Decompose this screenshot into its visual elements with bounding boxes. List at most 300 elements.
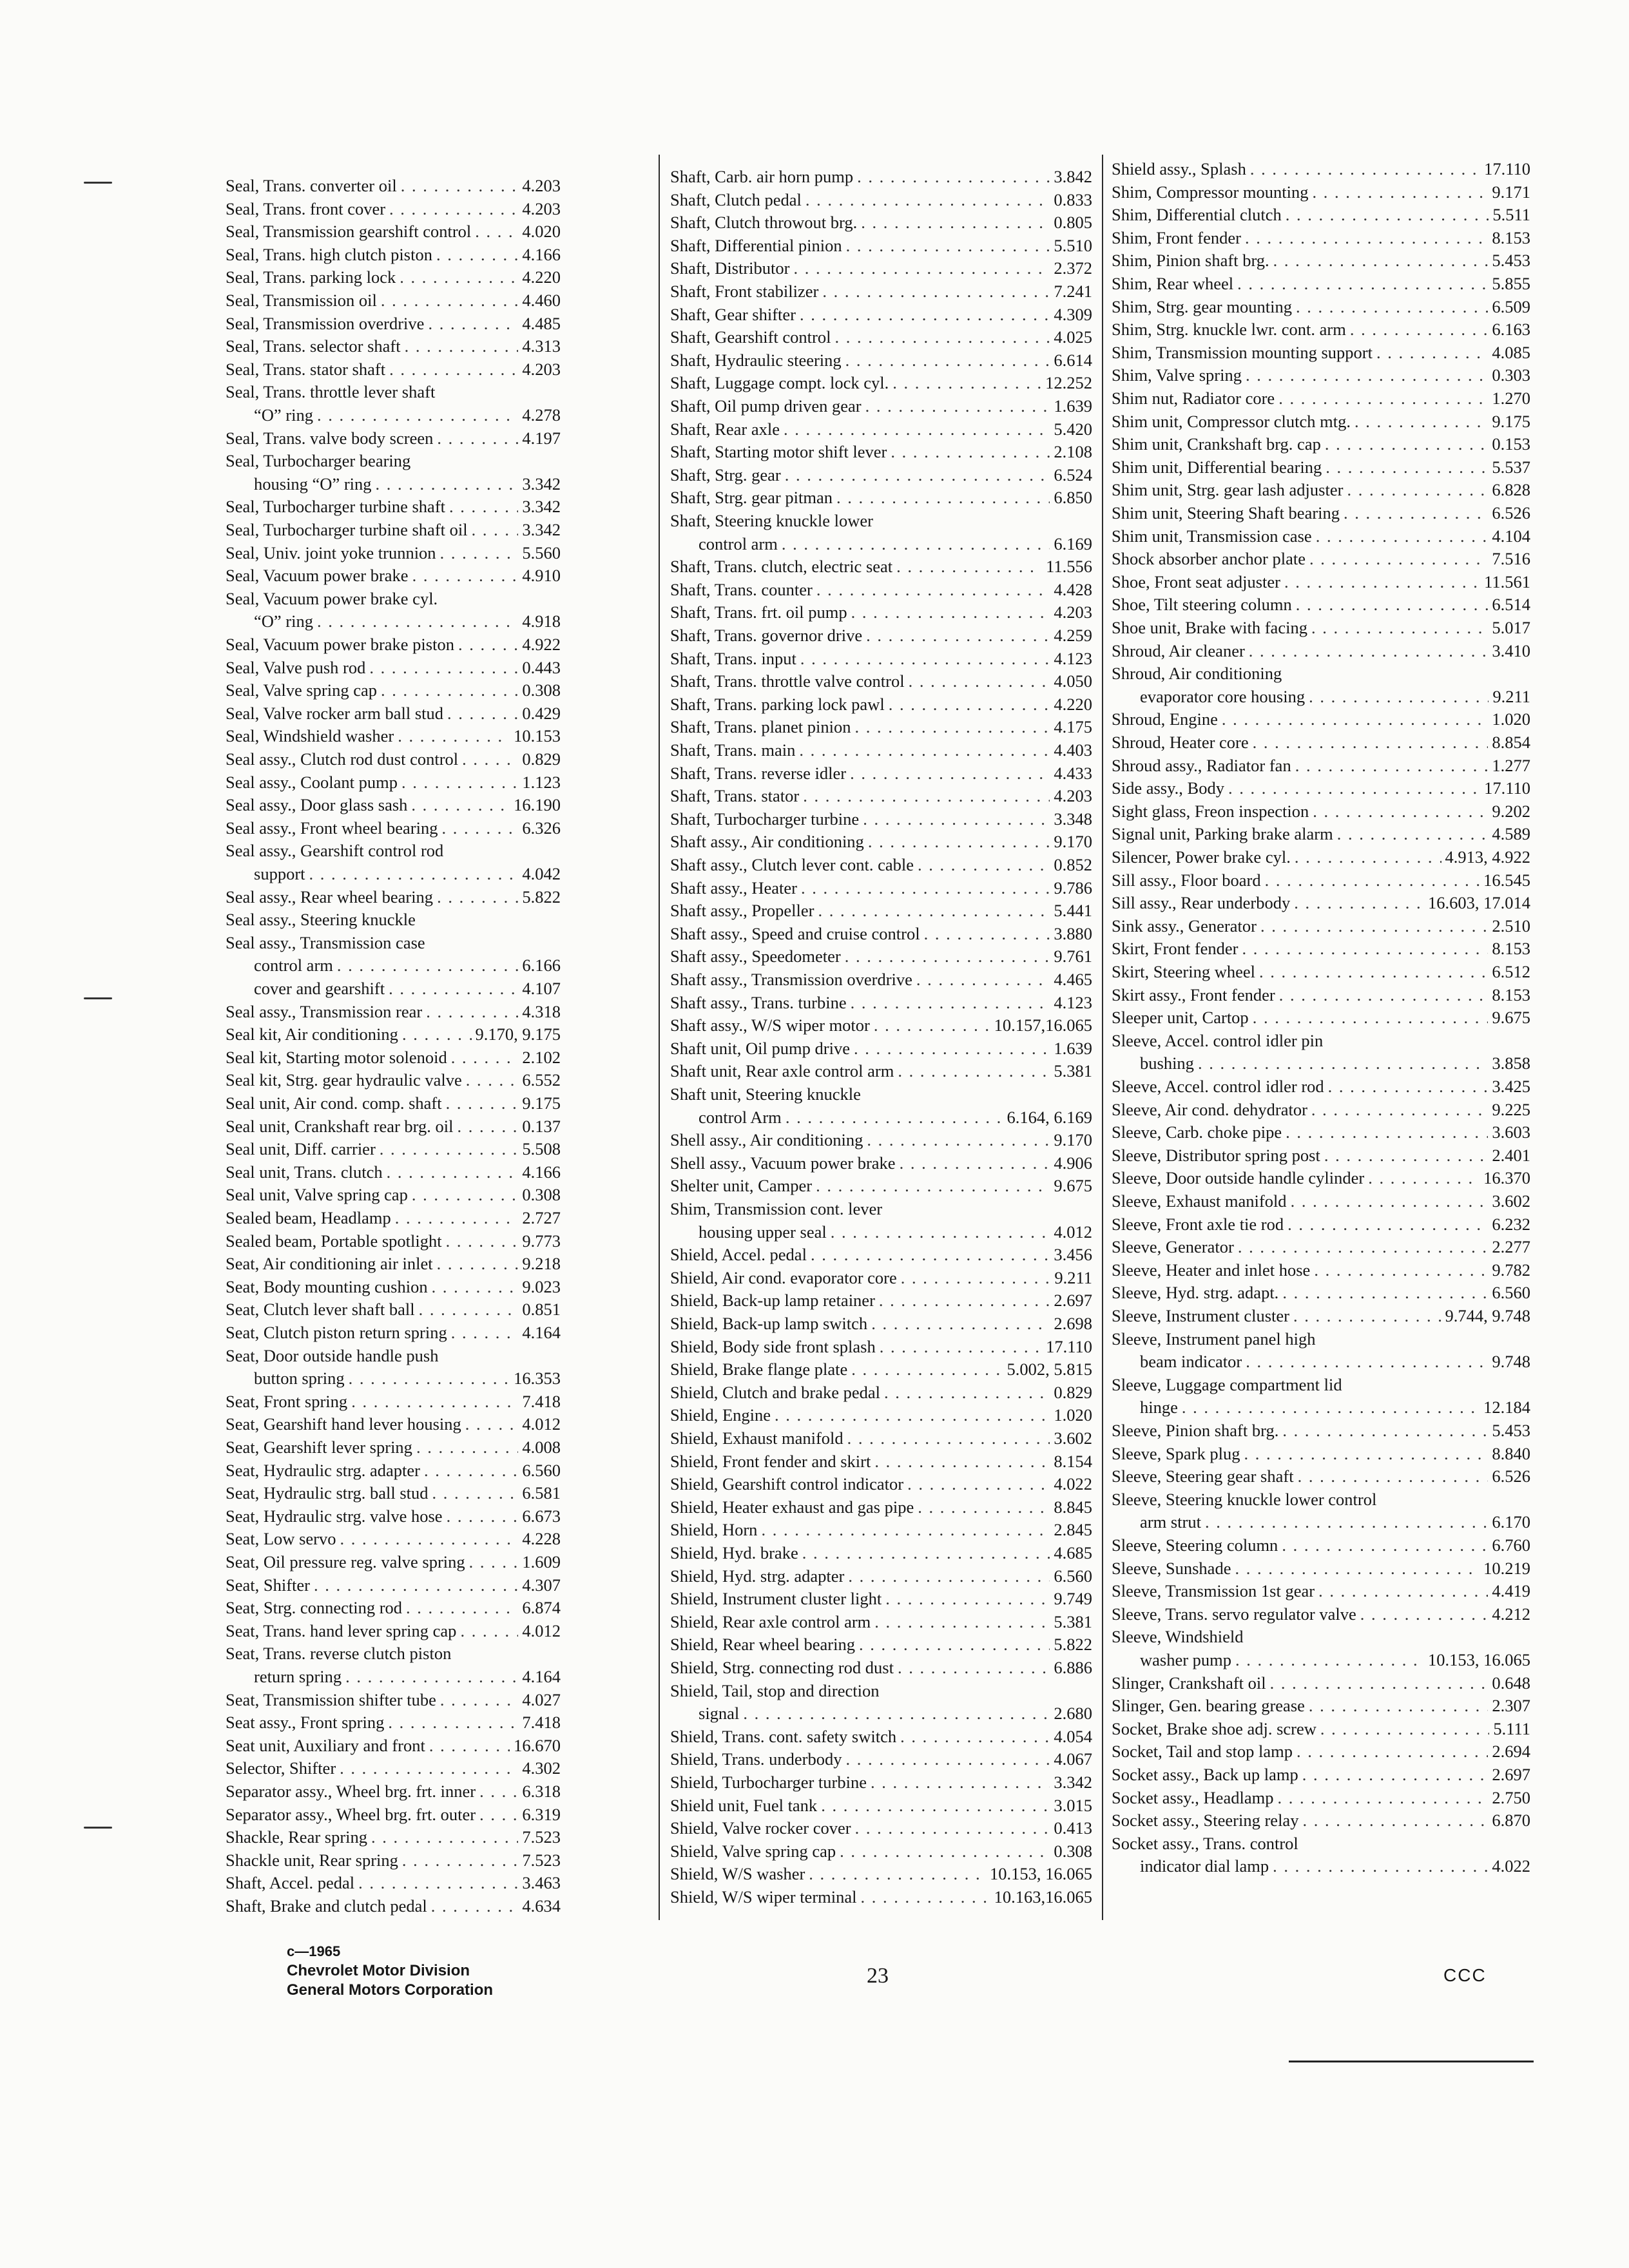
leader-dots bbox=[785, 463, 1050, 486]
page-number: 23 bbox=[867, 1964, 889, 1988]
leader-dots bbox=[801, 876, 1050, 899]
entry-label: Shim, Strg. gear mounting bbox=[1112, 296, 1292, 316]
index-entry bbox=[670, 1014, 1092, 1037]
entry-label: Shim, Pinion shaft brg. bbox=[1112, 251, 1269, 271]
entry-label: arm strut bbox=[1140, 1512, 1201, 1532]
entry-reference-number: 6.673 bbox=[522, 1506, 561, 1526]
entry-reference-number: 4.012 bbox=[522, 1620, 561, 1640]
leader-dots bbox=[349, 1367, 510, 1390]
footer-imprint bbox=[287, 1942, 493, 2000]
index-entry bbox=[670, 211, 1092, 234]
entry-label: Shaft, Trans. input bbox=[670, 648, 796, 668]
entry-reference-number: 0.851 bbox=[522, 1300, 561, 1320]
entry-label: Shaft, Trans. counter bbox=[670, 579, 813, 599]
entry-reference-number: 1.270 bbox=[1492, 389, 1530, 408]
index-entry bbox=[1112, 180, 1530, 204]
index-entry bbox=[1112, 1235, 1530, 1258]
entry-label: Shaft, Hydraulic steering bbox=[670, 350, 842, 370]
column-divider-2 bbox=[1102, 155, 1103, 1920]
leader-dots bbox=[387, 1160, 519, 1184]
entry-label: Sleeve, Instrument cluster bbox=[1112, 1306, 1289, 1325]
leader-dots bbox=[1302, 1763, 1489, 1786]
entry-label: Sleeve, Door outside handle cylinder bbox=[1112, 1168, 1365, 1188]
leader-dots bbox=[398, 724, 510, 747]
leader-dots bbox=[1294, 891, 1424, 914]
leader-dots bbox=[1360, 1602, 1489, 1626]
entry-label: Shell assy., Air conditioning bbox=[670, 1130, 863, 1150]
entry-reference-number: 4.085 bbox=[1492, 342, 1530, 362]
entry-reference-number: 3.342 bbox=[1054, 1773, 1092, 1792]
entry-label: Shaft unit, Rear axle control arm bbox=[670, 1061, 894, 1081]
entry-label: Shaft assy., Propeller bbox=[670, 901, 815, 921]
leader-dots bbox=[358, 1871, 518, 1894]
index-entry bbox=[1112, 754, 1530, 777]
entry-reference-number: 16.370 bbox=[1483, 1168, 1530, 1188]
entry-label: Sleeve, Air cond. dehydrator bbox=[1112, 1099, 1307, 1119]
bottom-rule bbox=[1289, 2061, 1534, 2062]
entry-reference-number: 6.850 bbox=[1054, 488, 1092, 508]
entry-label: Shaft, Front stabilizer bbox=[670, 282, 819, 301]
entry-label: Shoe unit, Brake with facing bbox=[1112, 618, 1307, 637]
index-entry bbox=[226, 1459, 561, 1482]
index-entry bbox=[226, 1344, 561, 1367]
leader-dots bbox=[794, 256, 1050, 280]
entry-label: Shield unit, Fuel tank bbox=[670, 1795, 818, 1815]
entry-label: Socket assy., Steering relay bbox=[1112, 1811, 1299, 1831]
leader-dots bbox=[1182, 1396, 1480, 1419]
entry-label: Skirt assy., Front fender bbox=[1112, 985, 1275, 1004]
index-entry bbox=[226, 931, 561, 954]
index-entry bbox=[670, 1266, 1092, 1289]
entry-label: Shield, W/S washer bbox=[670, 1864, 805, 1884]
index-entry bbox=[226, 977, 561, 1000]
entry-label: control Arm bbox=[699, 1107, 782, 1127]
leader-dots bbox=[1347, 478, 1488, 501]
index-entry bbox=[670, 922, 1092, 945]
entry-label: Shield, Back-up lamp switch bbox=[670, 1314, 868, 1333]
entry-label: Shield, Front fender and skirt bbox=[670, 1451, 871, 1471]
entry-reference-number: 4.318 bbox=[522, 1001, 561, 1021]
index-entry bbox=[226, 472, 561, 495]
entry-reference-number: 5.111 bbox=[1493, 1718, 1530, 1738]
entry-reference-number: 9.171 bbox=[1492, 182, 1530, 202]
entry-reference-number: 6.509 bbox=[1492, 296, 1530, 316]
leader-dots bbox=[871, 1771, 1050, 1794]
index-entry bbox=[670, 738, 1092, 762]
index-entry bbox=[226, 1481, 561, 1504]
footer-corporation: General Motors Corporation bbox=[287, 1981, 494, 1999]
index-entry bbox=[670, 1335, 1092, 1358]
leader-dots bbox=[446, 1091, 519, 1115]
index-entry bbox=[1112, 937, 1530, 960]
index-entry bbox=[226, 771, 561, 794]
leader-dots bbox=[809, 1862, 986, 1885]
leader-dots bbox=[458, 1115, 519, 1138]
entry-reference-number: 9.211 bbox=[1054, 1267, 1092, 1287]
leader-dots bbox=[1302, 1809, 1488, 1832]
index-entry bbox=[226, 1825, 561, 1849]
entry-reference-number: 4.212 bbox=[1492, 1604, 1530, 1624]
entry-reference-number: 4.166 bbox=[522, 1162, 561, 1182]
entry-reference-number: 6.581 bbox=[522, 1483, 561, 1503]
entry-reference-number: 4.403 bbox=[1054, 740, 1092, 760]
index-entry bbox=[670, 1564, 1092, 1588]
leader-dots bbox=[851, 1358, 1003, 1381]
entry-reference-number: 4.027 bbox=[522, 1689, 561, 1709]
entry-label: support bbox=[254, 864, 305, 883]
leader-dots bbox=[1296, 295, 1488, 318]
entry-label: Shaft, Trans. parking lock pawl bbox=[670, 694, 885, 714]
entry-label: Shim, Valve spring bbox=[1112, 365, 1242, 385]
leader-dots bbox=[449, 495, 518, 518]
leader-dots bbox=[451, 1321, 519, 1344]
entry-reference-number: 4.197 bbox=[522, 428, 561, 448]
entry-label: Shield, Air cond. evaporator core bbox=[670, 1267, 897, 1287]
leader-dots bbox=[479, 1780, 518, 1803]
entry-label: Seat, Trans. hand lever spring cap bbox=[226, 1620, 457, 1640]
entry-reference-number: 4.913, 4.922 bbox=[1445, 847, 1530, 867]
leader-dots bbox=[462, 747, 518, 771]
entry-label: Sealed beam, Headlamp bbox=[226, 1208, 391, 1227]
index-entry bbox=[1112, 1671, 1530, 1695]
entry-reference-number: 3.342 bbox=[522, 520, 561, 539]
leader-dots bbox=[898, 1656, 1050, 1679]
leader-dots bbox=[907, 1472, 1050, 1495]
entry-reference-number: 12.252 bbox=[1045, 373, 1092, 393]
entry-reference-number: 1.639 bbox=[1054, 1038, 1092, 1058]
index-entry bbox=[670, 1747, 1092, 1771]
entry-label: Shield, Tail, stop and direction bbox=[670, 1680, 880, 1700]
leader-dots bbox=[1260, 914, 1488, 937]
index-entry bbox=[670, 1862, 1092, 1885]
index-entry bbox=[1112, 547, 1530, 570]
entry-reference-number: 6.560 bbox=[522, 1460, 561, 1480]
leader-dots bbox=[865, 394, 1050, 418]
entry-label: Shield, Heater exhaust and gas pipe bbox=[670, 1497, 914, 1517]
index-entry bbox=[226, 1573, 561, 1597]
entry-reference-number: 8.153 bbox=[1492, 227, 1530, 247]
entry-reference-number: 0.443 bbox=[522, 657, 561, 677]
entry-reference-number: 9.170 bbox=[1054, 832, 1092, 852]
entry-label: Seat, Gearshift lever spring bbox=[226, 1437, 412, 1457]
entry-label: “O” ring bbox=[254, 611, 313, 631]
leader-dots bbox=[1253, 1006, 1489, 1029]
entry-reference-number: 10.153, 16.065 bbox=[990, 1864, 1092, 1884]
footer-copyright: c—1965 bbox=[287, 1943, 341, 1959]
index-entry bbox=[226, 1321, 561, 1344]
index-entry bbox=[1112, 1854, 1530, 1878]
leader-dots bbox=[1298, 1465, 1489, 1488]
entry-reference-number: 4.419 bbox=[1492, 1581, 1530, 1601]
entry-label: Sealed beam, Portable spotlight bbox=[226, 1231, 442, 1251]
index-entry bbox=[226, 1000, 561, 1023]
entry-reference-number: 5.453 bbox=[1492, 251, 1530, 271]
index-entry bbox=[226, 289, 561, 312]
entry-reference-number: 6.163 bbox=[1492, 320, 1530, 340]
index-entry bbox=[1112, 1166, 1530, 1189]
leader-dots bbox=[1273, 249, 1489, 272]
entry-label: Seat, Clutch lever shaft ball bbox=[226, 1300, 415, 1320]
leader-dots bbox=[845, 945, 1050, 968]
index-entry bbox=[226, 380, 561, 403]
entry-label: Sleeve, Heater and inlet hose bbox=[1112, 1260, 1311, 1280]
index-entry bbox=[226, 1115, 561, 1138]
leader-dots bbox=[1354, 410, 1488, 433]
entry-label: Sleeve, Steering column bbox=[1112, 1535, 1278, 1555]
index-entry bbox=[226, 1780, 561, 1803]
entry-label: Seat, Strg. connecting rod bbox=[226, 1598, 403, 1618]
index-entry bbox=[670, 1403, 1092, 1427]
index-entry bbox=[670, 1771, 1092, 1794]
entry-reference-number: 8.845 bbox=[1054, 1497, 1092, 1517]
entry-label: Sleeve, Distributor spring post bbox=[1112, 1145, 1320, 1165]
entry-label: Sleeve, Front axle tie rod bbox=[1112, 1214, 1284, 1234]
index-entry bbox=[670, 1197, 1092, 1220]
leader-dots bbox=[1368, 1166, 1480, 1189]
entry-reference-number: 1.277 bbox=[1492, 755, 1530, 775]
entry-reference-number: 2.697 bbox=[1492, 1765, 1530, 1784]
entry-reference-number: 17.110 bbox=[1046, 1336, 1092, 1356]
index-entry bbox=[670, 1587, 1092, 1610]
entry-label: Sleeve, Trans. servo regulator valve bbox=[1112, 1604, 1356, 1624]
index-entry bbox=[670, 1679, 1092, 1702]
entry-reference-number: 7.418 bbox=[522, 1391, 561, 1411]
entry-label: Socket assy., Trans. control bbox=[1112, 1833, 1298, 1853]
entry-reference-number: 4.465 bbox=[1054, 970, 1092, 989]
index-entry bbox=[226, 174, 561, 197]
entry-label: Sleeve, Carb. choke pipe bbox=[1112, 1122, 1282, 1142]
leader-dots bbox=[1222, 707, 1489, 731]
entry-reference-number: 9.225 bbox=[1492, 1099, 1530, 1119]
leader-dots bbox=[1244, 1442, 1488, 1465]
entry-reference-number: 9.744, 9.748 bbox=[1445, 1306, 1530, 1325]
index-entry bbox=[670, 1358, 1092, 1381]
leader-dots bbox=[1295, 845, 1441, 869]
entry-reference-number: 4.022 bbox=[1054, 1474, 1092, 1494]
index-entry bbox=[670, 601, 1092, 624]
entry-label: Shaft, Clutch pedal bbox=[670, 189, 802, 209]
entry-label: Seal unit, Valve spring cap bbox=[226, 1185, 408, 1205]
index-entry bbox=[1112, 249, 1530, 272]
index-entry bbox=[1112, 639, 1530, 662]
leader-dots bbox=[892, 371, 1041, 394]
leader-dots bbox=[1245, 226, 1488, 249]
entry-label: Slinger, Crankshaft oil bbox=[1112, 1673, 1266, 1693]
entry-label: Seal, Trans. parking lock bbox=[226, 267, 396, 287]
index-entry bbox=[670, 1610, 1092, 1633]
index-entry bbox=[670, 1128, 1092, 1151]
leader-dots bbox=[885, 1587, 1050, 1610]
entry-reference-number: 6.524 bbox=[1054, 465, 1092, 485]
entry-reference-number: 4.460 bbox=[522, 291, 561, 310]
entry-reference-number: 12.184 bbox=[1483, 1398, 1530, 1418]
leader-dots bbox=[395, 1206, 519, 1229]
index-entry bbox=[226, 518, 561, 541]
index-entry bbox=[670, 1541, 1092, 1564]
leader-dots bbox=[1246, 363, 1488, 387]
entry-reference-number: 6.526 bbox=[1492, 503, 1530, 523]
index-entry bbox=[226, 724, 561, 747]
index-entry bbox=[226, 197, 561, 220]
index-entry bbox=[226, 1412, 561, 1436]
leader-dots bbox=[426, 1000, 518, 1023]
entry-label: Silencer, Power brake cyl. bbox=[1112, 847, 1291, 867]
entry-label: Shroud, Air cleaner bbox=[1112, 640, 1245, 660]
index-entry bbox=[670, 1151, 1092, 1175]
entry-reference-number: 4.634 bbox=[522, 1896, 561, 1916]
index-entry bbox=[1112, 1213, 1530, 1236]
index-entry bbox=[1112, 341, 1530, 364]
entry-reference-number: 9.749 bbox=[1054, 1589, 1092, 1609]
leader-dots bbox=[1279, 983, 1489, 1006]
entry-label: Seal assy., Door glass sash bbox=[226, 795, 408, 815]
entry-label: Shaft assy., Clutch lever cont. cable bbox=[670, 855, 914, 874]
index-entry bbox=[670, 899, 1092, 922]
index-entry bbox=[1112, 1740, 1530, 1763]
leader-dots bbox=[1309, 1694, 1488, 1717]
index-entry bbox=[226, 1849, 561, 1872]
entry-label: Seal assy., Coolant pump bbox=[226, 772, 398, 792]
entry-label: Seal, Turbocharger turbine shaft oil bbox=[226, 520, 468, 539]
entry-label: Seal assy., Transmission rear bbox=[226, 1001, 423, 1021]
entry-reference-number: 5.381 bbox=[1054, 1061, 1092, 1081]
leader-dots bbox=[1314, 1258, 1488, 1282]
entry-reference-number: 7.418 bbox=[522, 1713, 561, 1733]
entry-label: return spring bbox=[254, 1667, 342, 1686]
entry-reference-number: 4.123 bbox=[1054, 992, 1092, 1012]
entry-reference-number: 4.302 bbox=[522, 1758, 561, 1778]
entry-reference-number: 0.648 bbox=[1492, 1673, 1530, 1693]
entry-reference-number: 9.175 bbox=[522, 1093, 561, 1113]
entry-reference-number: 4.203 bbox=[522, 176, 561, 195]
entry-label: Seat unit, Auxiliary and front bbox=[226, 1735, 425, 1755]
entry-reference-number: 9.773 bbox=[522, 1231, 561, 1251]
entry-label: Shield, Body side front splash bbox=[670, 1336, 876, 1356]
entry-label: Seal, Trans. front cover bbox=[226, 198, 386, 218]
entry-label: Skirt, Front fender bbox=[1112, 939, 1239, 959]
leader-dots bbox=[1205, 1510, 1488, 1533]
index-entry bbox=[1112, 1281, 1530, 1304]
entry-reference-number: 5.511 bbox=[1492, 205, 1530, 225]
entry-reference-number: 6.874 bbox=[522, 1598, 561, 1618]
entry-reference-number: 6.870 bbox=[1492, 1811, 1530, 1831]
leader-dots bbox=[1265, 869, 1480, 892]
entry-reference-number: 6.526 bbox=[1492, 1466, 1530, 1486]
entry-label: Seat, Shifter bbox=[226, 1575, 310, 1595]
entry-label: Sleeve, Exhaust manifold bbox=[1112, 1191, 1287, 1211]
entry-label: Seal, Vacuum power brake bbox=[226, 566, 409, 586]
entry-label: Socket assy., Back up lamp bbox=[1112, 1765, 1298, 1784]
index-entry bbox=[670, 647, 1092, 670]
leader-dots bbox=[441, 816, 518, 840]
entry-reference-number: 6.614 bbox=[1054, 350, 1092, 370]
entry-reference-number: 4.228 bbox=[522, 1529, 561, 1549]
leader-dots bbox=[891, 440, 1050, 463]
entry-reference-number: 0.308 bbox=[522, 1185, 561, 1205]
entry-reference-number: 0.829 bbox=[1054, 1382, 1092, 1402]
entry-label: Shield, Horn bbox=[670, 1520, 758, 1540]
index-entry bbox=[226, 427, 561, 450]
leader-dots bbox=[436, 243, 518, 266]
entry-reference-number: 3.858 bbox=[1492, 1053, 1530, 1073]
index-entry bbox=[1112, 1144, 1530, 1167]
index-entry bbox=[670, 463, 1092, 486]
entry-reference-number: 4.203 bbox=[522, 198, 561, 218]
entry-label: Shackle, Rear spring bbox=[226, 1827, 368, 1847]
leader-dots bbox=[380, 1137, 519, 1160]
entry-reference-number: 3.880 bbox=[1054, 923, 1092, 943]
index-entry bbox=[226, 1596, 561, 1619]
entry-label: Seat, Air conditioning air inlet bbox=[226, 1254, 433, 1274]
index-entry bbox=[670, 303, 1092, 326]
leader-dots bbox=[1311, 616, 1488, 639]
leader-dots bbox=[440, 541, 519, 564]
leader-dots bbox=[1270, 1671, 1489, 1695]
entry-reference-number: 6.760 bbox=[1492, 1535, 1530, 1555]
leader-dots bbox=[816, 1174, 1050, 1197]
index-entry bbox=[1112, 1029, 1530, 1052]
index-entry bbox=[1112, 1098, 1530, 1121]
leader-dots bbox=[472, 518, 519, 541]
leader-dots bbox=[1318, 1579, 1488, 1602]
entry-reference-number: 5.560 bbox=[522, 543, 561, 562]
index-entry bbox=[226, 220, 561, 243]
entry-label: Sleeve, Accel. control idler rod bbox=[1112, 1077, 1324, 1096]
index-entry bbox=[226, 334, 561, 358]
entry-reference-number: 4.433 bbox=[1054, 763, 1092, 783]
index-entry bbox=[1112, 524, 1530, 548]
leader-dots bbox=[1277, 1786, 1488, 1809]
entry-reference-number: 9.218 bbox=[522, 1254, 561, 1274]
entry-label: Shaft, Trans. throttle valve control bbox=[670, 671, 905, 691]
entry-reference-number: 0.829 bbox=[522, 749, 561, 769]
leader-dots bbox=[1309, 547, 1488, 570]
entry-label: Sleeve, Sunshade bbox=[1112, 1558, 1231, 1578]
index-entry bbox=[226, 678, 561, 702]
entry-label: control arm bbox=[699, 533, 778, 553]
leader-dots bbox=[1328, 1075, 1489, 1098]
index-entry bbox=[670, 1816, 1092, 1840]
entry-reference-number: 4.313 bbox=[522, 336, 561, 356]
entry-reference-number: 9.023 bbox=[522, 1276, 561, 1296]
leader-dots bbox=[1295, 754, 1489, 777]
index-entry bbox=[1112, 1786, 1530, 1809]
entry-reference-number: 6.560 bbox=[1054, 1566, 1092, 1586]
entry-label: Socket, Tail and stop lamp bbox=[1112, 1742, 1293, 1762]
entry-reference-number: 7.523 bbox=[522, 1827, 561, 1847]
entry-reference-number: 6.552 bbox=[522, 1070, 561, 1090]
entry-reference-number: 0.308 bbox=[1054, 1841, 1092, 1861]
entry-label: Shim, Compressor mounting bbox=[1112, 182, 1309, 202]
index-entry bbox=[1112, 1694, 1530, 1717]
leader-dots bbox=[437, 427, 518, 450]
entry-reference-number: 5.420 bbox=[1054, 419, 1092, 439]
index-entry bbox=[1112, 1717, 1530, 1740]
entry-label: Seat, Trans. reverse clutch piston bbox=[226, 1644, 452, 1664]
leader-dots bbox=[1337, 822, 1489, 845]
entry-label: Seat, Front spring bbox=[226, 1391, 348, 1411]
index-entry bbox=[1112, 1419, 1530, 1442]
entry-label: Seal, Valve spring cap bbox=[226, 680, 378, 700]
entry-label: Seal assy., Gearshift control rod bbox=[226, 841, 444, 861]
column-divider-1 bbox=[659, 155, 660, 1920]
index-entry bbox=[670, 1220, 1092, 1244]
index-entry bbox=[1112, 914, 1530, 937]
index-entry bbox=[226, 1504, 561, 1528]
index-entry bbox=[670, 762, 1092, 785]
entry-label: Seal, Turbocharger bearing bbox=[226, 451, 411, 471]
index-entry bbox=[1112, 822, 1530, 845]
